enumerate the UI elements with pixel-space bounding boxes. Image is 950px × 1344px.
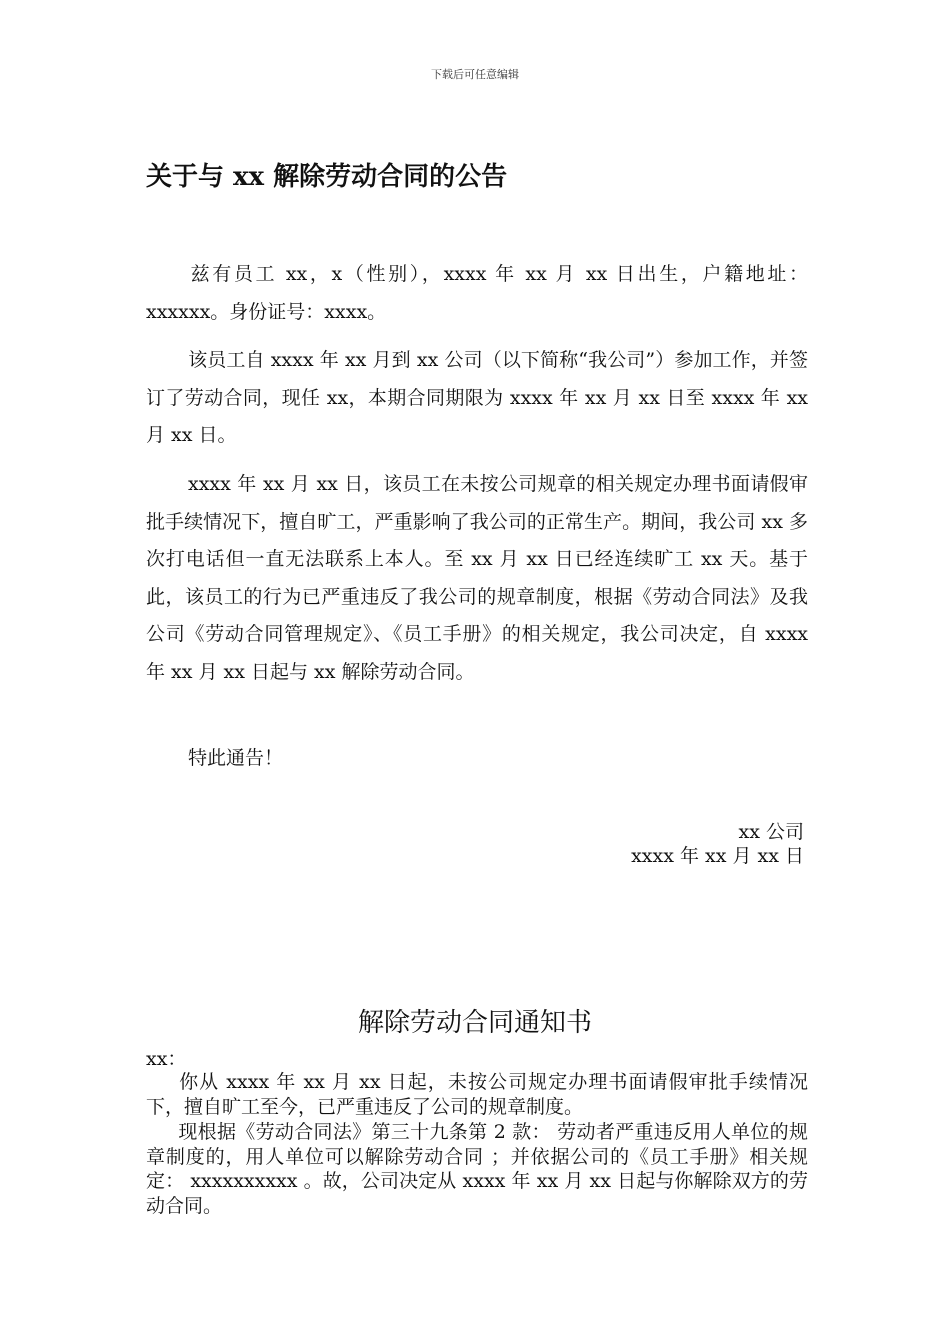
notice-paragraph-1-text: 兹有员工 xx，x（性别），xxxx 年 xx 月 xx 日出生，户籍地址：xxxxxx。身份证号：xxxx。 bbox=[146, 263, 808, 323]
notice-paragraph-3-text: xxxx 年 xx 月 xx 日，该员工在未按公司规章的相关规定办理书面请假审批手续情况下，擅自旷工，严重影响了我公司的正常生产。期间，我公司 xx 多次打电话但一直无法联系上本人。至 xx 月 xx 日已经连续旷工 xx 天。基于此，该员工的行为已严重违反了我公司的规章制度，根据《劳动合同法》及我公司《劳动合同管理规定》、《员工手册》的相关规定，我公司决定，自 xxxx 年 xx 月 xx 日起与 xx 解除劳动合同。 bbox=[146, 473, 808, 683]
notice-paragraph-3 bbox=[146, 466, 808, 691]
signature-company: xx 公司 bbox=[738, 821, 804, 843]
letter-paragraph-2-text: 现根据《劳动合同法》第三十九条第 2 款： 劳动者严重违反用人单位的规章制度的，用人单位可以解除劳动合同 ；并依据公司的《员工手册》相关规定： xxxxxxxxxx 。故，公司决定从 xxxx 年 xx 月 xx 日起与你解除双方的劳动合同。 bbox=[146, 1121, 808, 1217]
letter-title: 解除劳动合同通知书 bbox=[357, 1008, 592, 1038]
notice-signature bbox=[631, 820, 804, 868]
page-header-note: 下载后可任意编辑 bbox=[431, 68, 519, 81]
notice-paragraph-2-text: 该员工自 xxxx 年 xx 月到 xx 公司（以下简称“我公司”）参加工作，并签订了劳动合同，现任 xx，本期合同期限为 xxxx 年 xx 月 xx 日至 xxxx 年 xx 月 xx 日。 bbox=[146, 349, 808, 446]
notice-paragraph-4-text: 特此通告！ bbox=[188, 747, 284, 769]
notice-paragraph-2 bbox=[146, 342, 808, 455]
letter-addressee: xx： bbox=[146, 1048, 187, 1070]
signature-date: xxxx 年 xx 月 xx 日 bbox=[631, 845, 804, 867]
letter-paragraph-1-text: 你从 xxxx 年 xx 月 xx 日起，未按公司规定办理书面请假审批手续情况下，擅自旷工至今，已严重违反了公司的规章制度。 bbox=[146, 1071, 808, 1118]
notice-paragraph-4 bbox=[146, 740, 808, 778]
notice-paragraph-1 bbox=[146, 256, 808, 331]
notice-title: 关于与 xx 解除劳动合同的公告 bbox=[146, 162, 508, 192]
letter-paragraph-2 bbox=[146, 1120, 808, 1218]
letter-paragraph-1 bbox=[146, 1070, 808, 1119]
